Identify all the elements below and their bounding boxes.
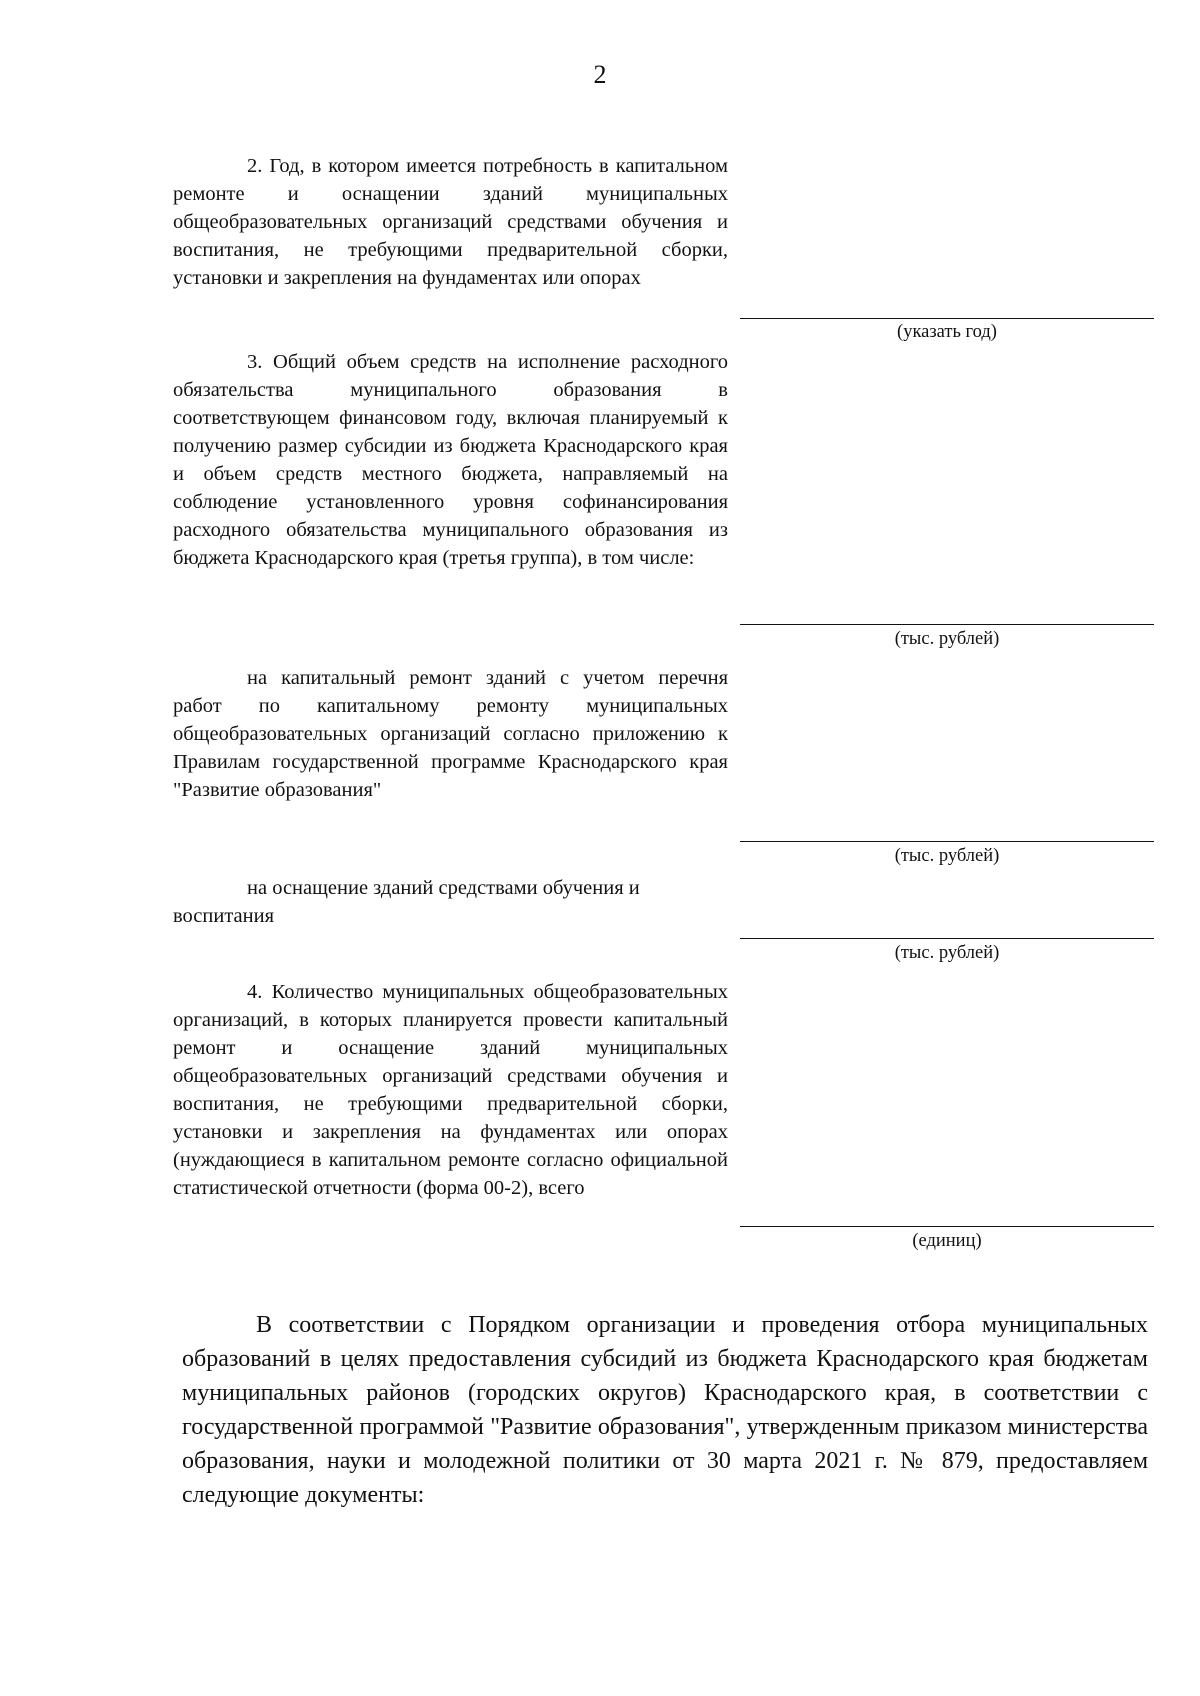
entry-year-text: [173, 152, 728, 292]
entry-capital-repair-text: [173, 664, 728, 804]
page-number: 2: [593, 60, 607, 89]
total-funds-fill-caption: (тыс. рублей): [894, 629, 1000, 649]
entry-year-label: 2. Год, в котором имеется потребность в капитальном ремонте и оснащении зданий муниципальных общеобразовательных организаций средствами обучения и воспитания, не требующими предварительной сборки, установки и закрепления на фундаментах или опорах: [173, 155, 728, 289]
capital-repair-fill-caption: (тыс. рублей): [894, 846, 1000, 866]
capital-repair-fill-line[interactable]: [740, 841, 1154, 842]
organizations-count-fill-line[interactable]: [740, 1226, 1154, 1227]
entry-organizations-count-text: [173, 978, 728, 1202]
year-fill-caption: (указать год): [897, 322, 997, 342]
year-fill-line[interactable]: [740, 318, 1154, 319]
entry-equipment-label: на оснащение зданий средствами обучения и воспитания: [173, 877, 640, 927]
entry-total-funds-label: 3. Общий объем средств на исполнение расходного обязательства муниципального образования в соответствующем финансовом году, включая планируемый к получению размер субсидии из бюджета Краснодарского края и объем средств местного бюджета, направляемый на соблюдение установленного уровня софинансирования расходного обязательства муниципального образования из бюджета Краснодарского края (третья группа), в том числе:: [173, 351, 728, 569]
organizations-count-fill-caption: (единиц): [912, 1231, 982, 1251]
entry-capital-repair-label: на капитальный ремонт зданий с учетом перечня работ по капитальному ремонту муниципальных общеобразовательных организаций согласно приложению к Правилам государственной программе Краснодарского края "Развитие образования": [173, 667, 728, 801]
equipment-fill-line[interactable]: [740, 938, 1154, 939]
equipment-fill-caption: (тыс. рублей): [894, 943, 1000, 963]
entry-organizations-count-label: 4. Количество муниципальных общеобразовательных организаций, в которых планируется провести капитальный ремонт и оснащение зданий муниципальных общеобразовательных организаций средствами обучения и воспитания, не требующими предварительной сборки, установки и закрепления на фундаментах или опорах (нуждающиеся в капитальном ремонте согласно официальной статистической отчетности (форма 00-2), всего: [173, 981, 728, 1199]
closing-paragraph-text: В соответствии с Порядком организации и проведения отбора муниципальных образований в целях предоставления субсидий из бюджета Краснодарского края бюджетам муниципальных районов (городских округов) Краснодарского края, в соответствии с государственной программой "Развитие образования", утвержденным приказом министерства образования, науки и молодежной политики от 30 марта 2021 г. № 879, предоставляем следующие документы:: [182, 1312, 1148, 1508]
entry-total-funds-text: [173, 348, 728, 572]
entry-equipment-text: [173, 874, 728, 930]
total-funds-fill-line[interactable]: [740, 624, 1154, 625]
closing-paragraph: [182, 1308, 1148, 1512]
